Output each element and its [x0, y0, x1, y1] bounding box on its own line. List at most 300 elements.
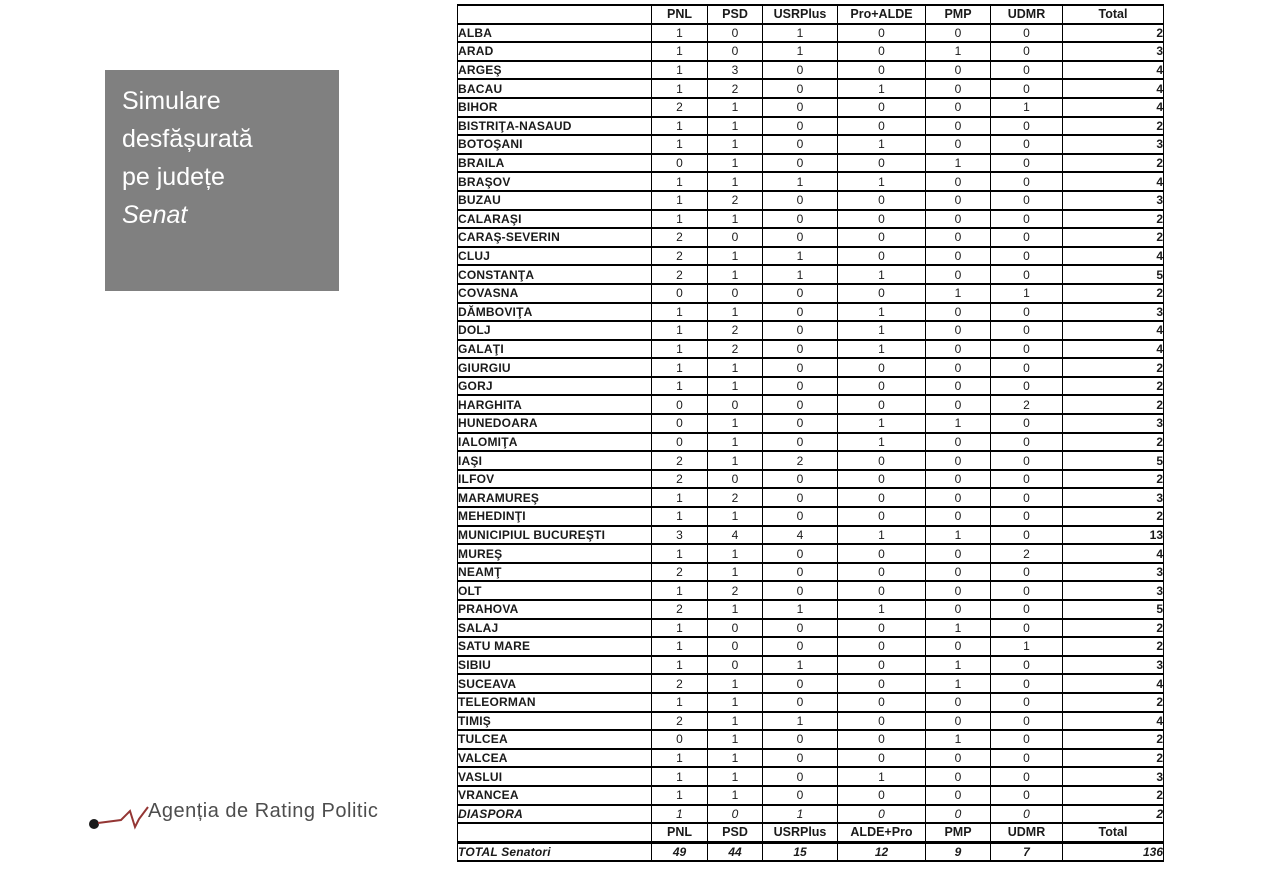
value-cell: 0 — [838, 544, 926, 563]
value-cell: 0 — [838, 191, 926, 210]
value-cell: 1 — [708, 98, 763, 117]
table-row — [458, 600, 1164, 619]
county-cell: ALBA — [458, 24, 652, 43]
value-cell: 0 — [926, 433, 991, 452]
row-total-cell: 4 — [1063, 172, 1164, 191]
value-cell: 0 — [838, 693, 926, 712]
value-cell: 1 — [708, 117, 763, 136]
table-row — [458, 303, 1164, 322]
row-total-cell: 13 — [1063, 526, 1164, 545]
table-row — [458, 265, 1164, 284]
county-cell: MARAMUREŞ — [458, 488, 652, 507]
slide-title-box — [105, 70, 339, 291]
total-value-cell: 49 — [652, 842, 708, 861]
value-cell: 4 — [708, 526, 763, 545]
value-cell: 1 — [652, 488, 708, 507]
title-line-1: Simulare — [122, 87, 221, 115]
value-cell: 1 — [763, 265, 838, 284]
column-header-top-cell: UDMR — [991, 5, 1063, 24]
value-cell: 1 — [652, 377, 708, 396]
table-row — [458, 154, 1164, 173]
value-cell: 0 — [838, 395, 926, 414]
value-cell: 1 — [708, 693, 763, 712]
column-header-top-cell: PNL — [652, 5, 708, 24]
county-cell: SIBIU — [458, 656, 652, 675]
value-cell: 0 — [763, 674, 838, 693]
table-row — [458, 79, 1164, 98]
row-total-cell: 3 — [1063, 42, 1164, 61]
county-cell: SALAJ — [458, 619, 652, 638]
title-line-senat: Senat — [122, 201, 188, 229]
row-total-cell: 3 — [1063, 767, 1164, 786]
value-cell: 0 — [838, 656, 926, 675]
table-row — [458, 749, 1164, 768]
table-row — [458, 61, 1164, 80]
value-cell: 2 — [652, 563, 708, 582]
row-total-cell: 2 — [1063, 24, 1164, 43]
value-cell: 0 — [763, 377, 838, 396]
table-row — [458, 191, 1164, 210]
county-cell: BIHOR — [458, 98, 652, 117]
column-header-bottom-cell — [458, 823, 652, 842]
value-cell: 0 — [991, 656, 1063, 675]
table-row — [458, 284, 1164, 303]
value-cell: 1 — [708, 303, 763, 322]
value-cell: 2 — [763, 451, 838, 470]
value-cell: 1 — [838, 303, 926, 322]
county-cell: CALARAŞI — [458, 210, 652, 229]
value-cell: 1 — [652, 191, 708, 210]
value-cell: 1 — [708, 414, 763, 433]
value-cell: 1 — [926, 730, 991, 749]
value-cell: 0 — [991, 303, 1063, 322]
value-cell: 0 — [991, 786, 1063, 805]
value-cell: 0 — [763, 191, 838, 210]
value-cell: 2 — [652, 98, 708, 117]
value-cell: 0 — [926, 786, 991, 805]
row-total-cell: 3 — [1063, 135, 1164, 154]
row-total-cell: 3 — [1063, 581, 1164, 600]
total-value-cell: 7 — [991, 842, 1063, 861]
value-cell: 1 — [708, 451, 763, 470]
value-cell: 0 — [991, 340, 1063, 359]
row-total-cell: 4 — [1063, 321, 1164, 340]
value-cell: 1 — [838, 340, 926, 359]
value-cell: 1 — [763, 247, 838, 266]
value-cell: 1 — [708, 358, 763, 377]
value-cell: 0 — [991, 488, 1063, 507]
row-total-cell: 2 — [1063, 395, 1164, 414]
value-cell: 0 — [991, 135, 1063, 154]
value-cell: 0 — [991, 321, 1063, 340]
column-header-bottom-cell: ALDE+Pro — [838, 823, 926, 842]
value-cell: 0 — [763, 135, 838, 154]
value-cell: 1 — [652, 619, 708, 638]
value-cell: 0 — [991, 358, 1063, 377]
county-cell: MUREŞ — [458, 544, 652, 563]
value-cell: 0 — [838, 730, 926, 749]
value-cell: 0 — [708, 395, 763, 414]
value-cell: 2 — [652, 451, 708, 470]
table-row — [458, 24, 1164, 43]
column-header-top-cell: Pro+ALDE — [838, 5, 926, 24]
county-cell: CONSTANŢA — [458, 265, 652, 284]
value-cell: 1 — [652, 79, 708, 98]
value-cell: 1 — [652, 42, 708, 61]
value-cell: 0 — [763, 507, 838, 526]
county-cell: CLUJ — [458, 247, 652, 266]
value-cell: 2 — [708, 191, 763, 210]
value-cell: 0 — [763, 340, 838, 359]
value-cell: 0 — [763, 303, 838, 322]
value-cell: 0 — [708, 470, 763, 489]
table-row — [458, 414, 1164, 433]
column-header-top-cell: Total — [1063, 5, 1164, 24]
county-cell: VRANCEA — [458, 786, 652, 805]
value-cell: 0 — [838, 619, 926, 638]
table-row — [458, 228, 1164, 247]
value-cell: 0 — [708, 656, 763, 675]
county-cell: HUNEDOARA — [458, 414, 652, 433]
value-cell: 1 — [708, 674, 763, 693]
table-row — [458, 693, 1164, 712]
value-cell: 2 — [708, 488, 763, 507]
row-total-cell: 2 — [1063, 210, 1164, 229]
county-cell: VASLUI — [458, 767, 652, 786]
agency-logo — [85, 793, 395, 841]
value-cell: 0 — [838, 358, 926, 377]
county-cell: CARAŞ-SEVERIN — [458, 228, 652, 247]
value-cell: 0 — [838, 488, 926, 507]
value-cell: 2 — [652, 247, 708, 266]
value-cell: 0 — [763, 154, 838, 173]
row-total-cell: 2 — [1063, 786, 1164, 805]
row-total-cell: 3 — [1063, 563, 1164, 582]
value-cell: 0 — [838, 637, 926, 656]
value-cell: 0 — [926, 210, 991, 229]
value-cell: 0 — [763, 581, 838, 600]
value-cell: 0 — [991, 749, 1063, 768]
value-cell: 1 — [838, 265, 926, 284]
county-cell: ARAD — [458, 42, 652, 61]
value-cell: 2 — [708, 321, 763, 340]
value-cell: 1 — [926, 154, 991, 173]
table-row — [458, 805, 1164, 824]
value-cell: 0 — [838, 117, 926, 136]
row-total-cell: 2 — [1063, 117, 1164, 136]
value-cell: 3 — [708, 61, 763, 80]
value-cell: 0 — [763, 98, 838, 117]
county-cell: SUCEAVA — [458, 674, 652, 693]
value-cell: 0 — [708, 24, 763, 43]
value-cell: 0 — [763, 79, 838, 98]
value-cell: 1 — [991, 98, 1063, 117]
value-cell: 1 — [708, 786, 763, 805]
value-cell: 0 — [926, 303, 991, 322]
table-row — [458, 210, 1164, 229]
row-total-cell: 4 — [1063, 61, 1164, 80]
value-cell: 0 — [991, 805, 1063, 824]
value-cell: 0 — [926, 228, 991, 247]
value-cell: 1 — [838, 414, 926, 433]
value-cell: 0 — [926, 172, 991, 191]
value-cell: 0 — [991, 433, 1063, 452]
column-header-top-cell: PSD — [708, 5, 763, 24]
county-cell: TULCEA — [458, 730, 652, 749]
value-cell: 1 — [838, 321, 926, 340]
value-cell: 1 — [708, 712, 763, 731]
value-cell: 0 — [838, 377, 926, 396]
value-cell: 0 — [991, 414, 1063, 433]
row-total-cell: 3 — [1063, 414, 1164, 433]
table-row — [458, 563, 1164, 582]
county-cell: GIURGIU — [458, 358, 652, 377]
county-cell: BRAILA — [458, 154, 652, 173]
value-cell: 1 — [652, 637, 708, 656]
row-total-cell: 2 — [1063, 154, 1164, 173]
value-cell: 1 — [652, 767, 708, 786]
row-total-cell: 2 — [1063, 749, 1164, 768]
county-cell: BACAU — [458, 79, 652, 98]
row-total-cell: 2 — [1063, 619, 1164, 638]
value-cell: 0 — [991, 265, 1063, 284]
total-row-label: TOTAL Senatori — [458, 842, 652, 861]
value-cell: 0 — [991, 730, 1063, 749]
value-cell: 1 — [926, 674, 991, 693]
county-cell: IAŞI — [458, 451, 652, 470]
value-cell: 0 — [991, 42, 1063, 61]
table-row — [458, 712, 1164, 731]
value-cell: 0 — [926, 79, 991, 98]
value-cell: 1 — [652, 340, 708, 359]
value-cell: 1 — [708, 377, 763, 396]
value-cell: 0 — [926, 395, 991, 414]
row-total-cell: 2 — [1063, 228, 1164, 247]
table-row — [458, 637, 1164, 656]
column-header-bottom-row — [458, 823, 1164, 842]
value-cell: 0 — [991, 172, 1063, 191]
value-cell: 1 — [763, 712, 838, 731]
value-cell: 0 — [763, 786, 838, 805]
row-total-cell: 3 — [1063, 488, 1164, 507]
county-cell: ILFOV — [458, 470, 652, 489]
county-cell: DĂMBOVIŢA — [458, 303, 652, 322]
value-cell: 0 — [926, 451, 991, 470]
value-cell: 0 — [652, 154, 708, 173]
value-cell: 1 — [763, 600, 838, 619]
value-cell: 1 — [763, 656, 838, 675]
value-cell: 0 — [991, 228, 1063, 247]
value-cell: 0 — [763, 470, 838, 489]
table-row — [458, 581, 1164, 600]
table-row — [458, 619, 1164, 638]
value-cell: 0 — [763, 321, 838, 340]
value-cell: 1 — [708, 210, 763, 229]
value-cell: 0 — [838, 563, 926, 582]
value-cell: 1 — [652, 24, 708, 43]
value-cell: 0 — [991, 470, 1063, 489]
value-cell: 0 — [991, 117, 1063, 136]
row-total-cell: 4 — [1063, 98, 1164, 117]
value-cell: 1 — [708, 154, 763, 173]
table-row — [458, 377, 1164, 396]
column-header-top-cell — [458, 5, 652, 24]
value-cell: 0 — [926, 712, 991, 731]
county-cell: DOLJ — [458, 321, 652, 340]
value-cell: 0 — [991, 507, 1063, 526]
value-cell: 0 — [838, 42, 926, 61]
value-cell: 0 — [926, 600, 991, 619]
value-cell: 0 — [991, 563, 1063, 582]
value-cell: 0 — [991, 693, 1063, 712]
value-cell: 0 — [991, 451, 1063, 470]
value-cell: 0 — [838, 749, 926, 768]
value-cell: 0 — [838, 284, 926, 303]
value-cell: 0 — [926, 135, 991, 154]
total-value-cell: 44 — [708, 842, 763, 861]
value-cell: 0 — [708, 619, 763, 638]
table-row — [458, 451, 1164, 470]
value-cell: 0 — [926, 767, 991, 786]
value-cell: 1 — [652, 544, 708, 563]
value-cell: 1 — [708, 507, 763, 526]
county-cell: SATU MARE — [458, 637, 652, 656]
value-cell: 1 — [926, 619, 991, 638]
value-cell: 0 — [838, 805, 926, 824]
value-cell: 0 — [991, 154, 1063, 173]
value-cell: 1 — [652, 805, 708, 824]
total-value-cell: 15 — [763, 842, 838, 861]
county-cell: MUNICIPIUL BUCUREŞTI — [458, 526, 652, 545]
value-cell: 0 — [838, 210, 926, 229]
table-row — [458, 395, 1164, 414]
table-row — [458, 656, 1164, 675]
county-cell: GORJ — [458, 377, 652, 396]
value-cell: 1 — [652, 117, 708, 136]
value-cell: 0 — [838, 507, 926, 526]
row-total-cell: 2 — [1063, 730, 1164, 749]
value-cell: 1 — [708, 135, 763, 154]
value-cell: 0 — [763, 693, 838, 712]
table-row — [458, 674, 1164, 693]
value-cell: 0 — [926, 98, 991, 117]
value-cell: 0 — [838, 61, 926, 80]
county-cell: PRAHOVA — [458, 600, 652, 619]
value-cell: 1 — [838, 79, 926, 98]
value-cell: 1 — [708, 767, 763, 786]
value-cell: 2 — [652, 228, 708, 247]
value-cell: 0 — [926, 24, 991, 43]
table-row — [458, 767, 1164, 786]
value-cell: 1 — [652, 749, 708, 768]
row-total-cell: 5 — [1063, 600, 1164, 619]
value-cell: 0 — [926, 693, 991, 712]
value-cell: 1 — [708, 433, 763, 452]
value-cell: 0 — [926, 358, 991, 377]
agency-logo-text: Agenția de Rating Politic — [148, 800, 379, 822]
value-cell: 0 — [926, 749, 991, 768]
table-row — [458, 470, 1164, 489]
value-cell: 2 — [708, 581, 763, 600]
value-cell: 1 — [708, 247, 763, 266]
grand-total-cell: 136 — [1063, 842, 1164, 861]
row-total-cell: 2 — [1063, 507, 1164, 526]
value-cell: 0 — [991, 61, 1063, 80]
column-header-bottom-cell: Total — [1063, 823, 1164, 842]
value-cell: 0 — [926, 637, 991, 656]
table-row — [458, 98, 1164, 117]
value-cell: 0 — [763, 395, 838, 414]
row-total-cell: 4 — [1063, 544, 1164, 563]
value-cell: 0 — [838, 98, 926, 117]
value-cell: 0 — [763, 730, 838, 749]
value-cell: 0 — [763, 637, 838, 656]
row-total-cell: 2 — [1063, 377, 1164, 396]
value-cell: 2 — [991, 544, 1063, 563]
value-cell: 0 — [926, 191, 991, 210]
value-cell: 0 — [991, 767, 1063, 786]
value-cell: 0 — [763, 414, 838, 433]
column-header-bottom-cell: PNL — [652, 823, 708, 842]
value-cell: 0 — [991, 581, 1063, 600]
county-cell: BUZAU — [458, 191, 652, 210]
value-cell: 0 — [926, 321, 991, 340]
value-cell: 1 — [838, 135, 926, 154]
row-total-cell: 3 — [1063, 303, 1164, 322]
row-total-cell: 4 — [1063, 340, 1164, 359]
value-cell: 2 — [708, 79, 763, 98]
value-cell: 0 — [926, 563, 991, 582]
value-cell: 0 — [991, 210, 1063, 229]
value-cell: 1 — [926, 284, 991, 303]
value-cell: 0 — [926, 581, 991, 600]
value-cell: 1 — [652, 135, 708, 154]
value-cell: 0 — [838, 451, 926, 470]
value-cell: 0 — [763, 358, 838, 377]
row-total-cell: 4 — [1063, 674, 1164, 693]
county-cell: TIMIŞ — [458, 712, 652, 731]
value-cell: 0 — [926, 117, 991, 136]
value-cell: 0 — [838, 228, 926, 247]
value-cell: 0 — [991, 712, 1063, 731]
county-cell: VALCEA — [458, 749, 652, 768]
value-cell: 0 — [926, 265, 991, 284]
value-cell: 0 — [763, 228, 838, 247]
value-cell: 0 — [838, 674, 926, 693]
value-cell: 0 — [991, 24, 1063, 43]
value-cell: 0 — [991, 674, 1063, 693]
value-cell: 1 — [652, 61, 708, 80]
value-cell: 0 — [926, 544, 991, 563]
value-cell: 1 — [708, 563, 763, 582]
value-cell: 0 — [926, 340, 991, 359]
value-cell: 0 — [763, 563, 838, 582]
table-row — [458, 247, 1164, 266]
senate-table — [457, 4, 1164, 862]
row-total-cell: 4 — [1063, 79, 1164, 98]
value-cell: 0 — [763, 619, 838, 638]
value-cell: 2 — [652, 470, 708, 489]
value-cell: 0 — [708, 228, 763, 247]
table-row — [458, 117, 1164, 136]
value-cell: 0 — [763, 544, 838, 563]
table-row — [458, 321, 1164, 340]
value-cell: 1 — [652, 210, 708, 229]
value-cell: 0 — [926, 377, 991, 396]
row-total-cell: 2 — [1063, 805, 1164, 824]
value-cell: 0 — [991, 526, 1063, 545]
value-cell: 0 — [652, 730, 708, 749]
